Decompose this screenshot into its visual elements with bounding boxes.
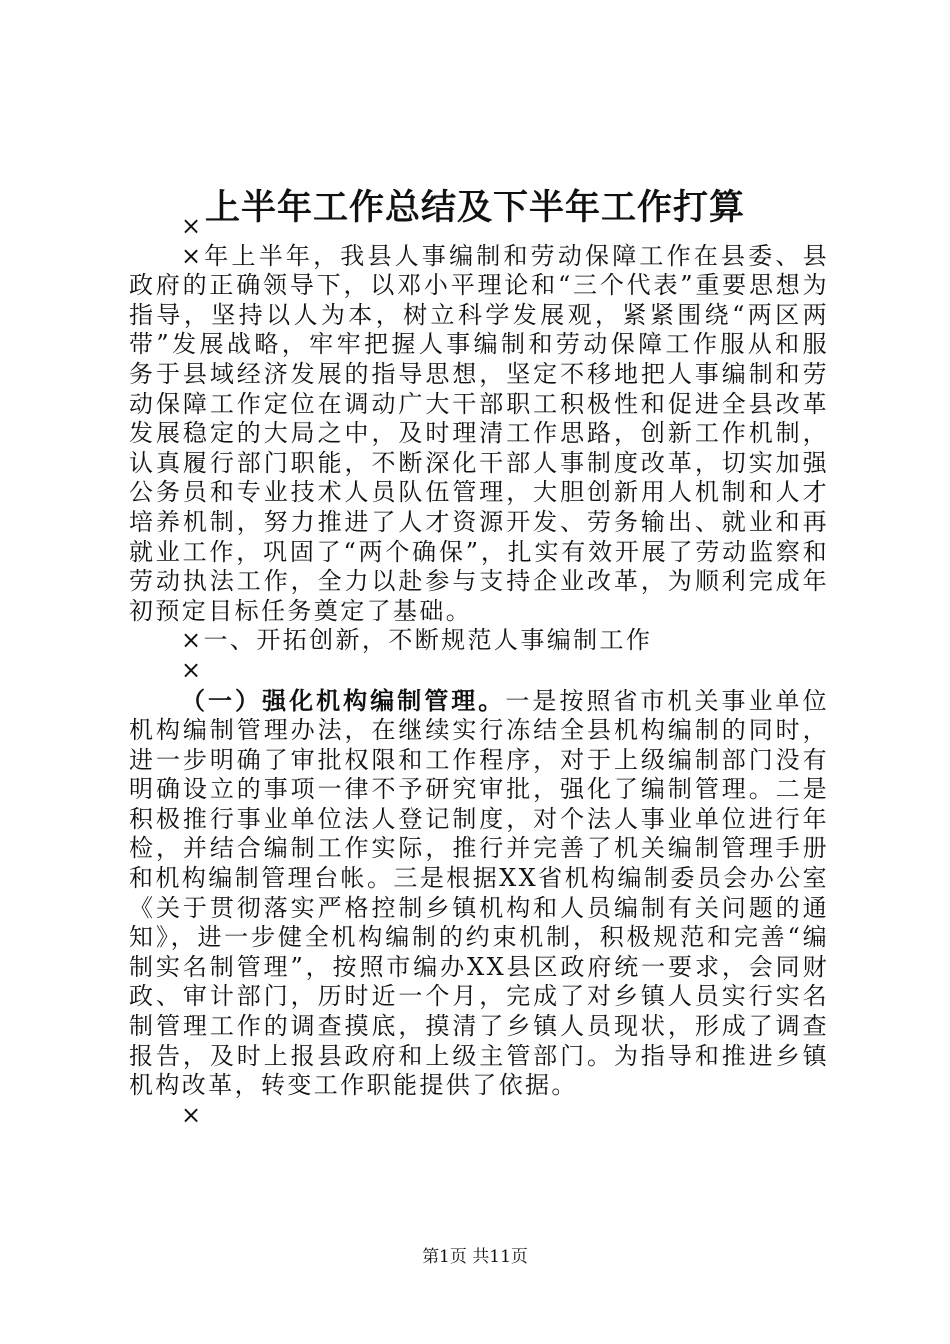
section-heading-1: [129, 626, 829, 656]
cross-marker: ×: [181, 212, 204, 240]
document-title: 上半年工作总结及下半年工作打算: [204, 187, 745, 228]
cross-marker: ×: [181, 626, 204, 655]
intro-text: 年上半年，我县人事编制和劳动保障工作在县委、县政府的正确领导下，以邓小平理论和“三个代表”重要思想为指导，坚持以人为本，树立科学发展观，紧紧围绕“两区两带”发展战略，牢牢把握人事编制和劳动保障工作服从和服务于县域经济发展的指导思想，坚定不移地把人事编制和劳动保障工作定位在调动广大干部职工积极性和促进全县改革发展稳定的大局之中，及时理清工作思路，创新工作机制，认真履行部门职能，不断深化干部人事制度改革，切实加强公务员和专业技术人员队伍管理，大胆创新用人机制和人才培养机制，努力推进了人才资源开发、劳务输出、就业和再就业工作，巩固了“两个确保”，扎实有效开展了劳动监察和劳动执法工作，全力以赴参与支持企业改革，为顺利完成年初预定目标任务奠定了基础。: [129, 241, 829, 625]
cross-marker: ×: [181, 1100, 204, 1129]
intro-paragraph: [129, 242, 829, 627]
marker-line-2: [129, 656, 829, 686]
paragraph-body: 一是按照省市机关事业单位机构编制管理办法，在继续实行冻结全县机构编制的同时，进一步明确了审批权限和工作程序，对于上级编制部门没有明确设立的事项一律不予研究审批，强化了编制管理。二是积极推行事业单位法人登记制度，对个法人事业单位进行年检，并结合编制工作实际，推行并完善了机关编制管理手册和机构编制管理台帐。三是根据XX省机构编制委员会办公室《关于贯彻落实严格控制乡镇机构和人员编制有关问题的通知》，进一步健全机构编制的约束机制，积极规范和完善“编制实名制管理”，按照市编办XX县区政府统一要求，会同财政、审计部门，历时近一个月，完成了对乡镇人员实行实名制管理工作的调查摸底，摸清了乡镇人员现状，形成了调查报告，及时上报县政府和上级主管部门。为指导和推进乡镇机构改革，转变工作职能提供了依据。: [129, 686, 829, 1100]
paragraph-1: [129, 686, 829, 1101]
cross-marker: ×: [181, 655, 204, 684]
marker-line-1: [129, 212, 829, 242]
paragraph-lead: （一）强化机构编制管理。: [181, 685, 506, 715]
page-footer: 第1页 共11页: [422, 1247, 528, 1267]
section-heading-text: 一、开拓创新，不断规范人事编制工作: [203, 626, 653, 655]
marker-line-3: [129, 1101, 829, 1131]
document-body: [129, 212, 829, 1130]
cross-marker: ×: [181, 241, 204, 270]
